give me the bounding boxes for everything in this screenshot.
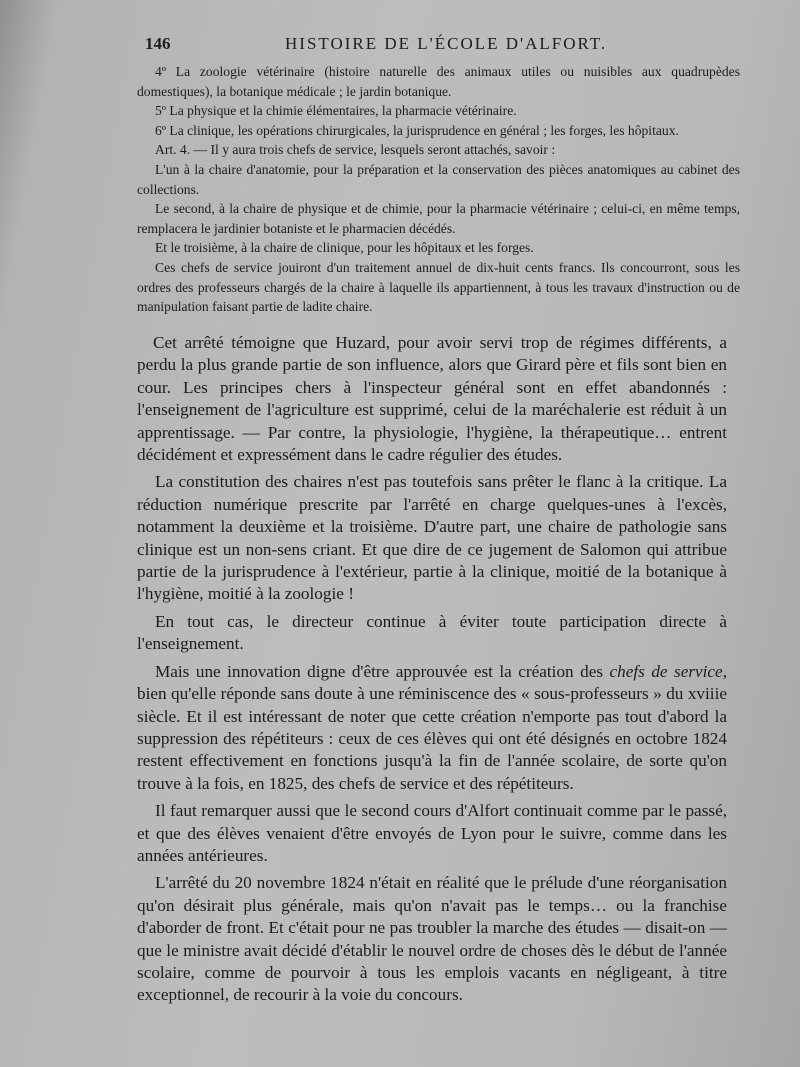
page-number: 146 (145, 34, 171, 53)
decree-paragraph: 4º La zoologie vétérinaire (histoire naturelle des animaux utiles ou nuisibles aux quadrupèdes domestiques), la botanique médicale ; le jardin botanique. (137, 64, 740, 99)
text-run: , bien qu'elle réponde sans doute à une réminiscence des « sous-professeurs » du xviiie siècle. Et il est intéressant de noter que cette création n'emporte pas tout d'abord la suppression des répétiteurs : ceux de ces élèves qui ont été désignés en octobre 1824 restent effectivement en fonctions jusqu'à la fin de l'année scolaire, de sorte qu'on trouve à la fois, en 1825, des chefs de service et des répétiteurs. (137, 661, 727, 793)
body-paragraph: Il faut remarquer aussi que le second cours d'Alfort continuait comme par le passé, et que des élèves venaient d'être envoyés de Lyon pour le suivre, comme dans les années antérieures. (137, 801, 727, 865)
italic-term: chefs de service (609, 661, 723, 681)
decree-paragraph: Ces chefs de service jouiront d'un traitement annuel de dix-huit cents francs. Ils concourront, sous les ordres des professeurs chargés de la chaire à laquelle ils appartiennent, à tous les travaux d'instruction ou de manipulation faisant partie de ladite chaire. (137, 259, 740, 315)
decree-paragraph: 6º La clinique, les opérations chirurgicales, la jurisprudence en général ; les forges, les hôpitaux. (155, 122, 679, 138)
decree-paragraph: Et le troisième, à la chaire de clinique, pour les hôpitaux et les forges. (155, 240, 534, 256)
decree-paragraph: 5º La physique et la chimie élémentaires, la pharmacie vétérinaire. (155, 103, 517, 119)
running-title: HISTOIRE DE L'ÉCOLE D'ALFORT. (285, 34, 608, 53)
text-run: Mais une innovation digne d'être approuvée est la création des (155, 661, 610, 681)
body-text (137, 332, 727, 1012)
decree-excerpt (137, 62, 740, 317)
page-header (145, 34, 735, 56)
body-paragraph: En tout cas, le directeur continue à éviter toute participation directe à l'enseignement. (137, 611, 727, 654)
decree-paragraph: Art. 4. — Il y aura trois chefs de service, lesquels seront attachés, savoir : (155, 142, 556, 158)
body-paragraph: La constitution des chaires n'est pas toutefois sans prêter le flanc à la critique. La réduction numérique prescrite par l'arrêté en charge quelques-unes à l'excès, notamment la deuxième et la troisième. D'autre part, une chaire de pathologie sans clinique est un non-sens criant. Et que dire de ce jugement de Salomon qui attribue partie de la jurisprudence à l'extérieur, partie à la clinique, moitié de la botanique à l'hygiène, moitié à la zoologie ! (137, 472, 727, 604)
body-paragraph: Cet arrêté témoigne que Huzard, pour avoir servi trop de régimes différents, a perdu la plus grande partie de son influence, alors que Girard père et fils sont bien en cour. Les principes chers à l'inspecteur général sont en effet abandonnés : l'enseignement de l'agriculture est supprimé, celui de la maréchalerie est réduit à un apprentissage. — Par contre, la physiologie, l'hygiène, la thérapeutique… entrent décidément et expressément dans le cadre régulier des études. (137, 333, 727, 465)
decree-paragraph: L'un à la chaire d'anatomie, pour la préparation et la conservation des pièces anatomiques au cabinet des collections. (137, 161, 740, 197)
body-paragraph (137, 661, 727, 795)
body-paragraph: L'arrêté du 20 novembre 1824 n'était en réalité que le prélude d'une réorganisation qu'on désirait plus générale, mais qu'on n'avait pas le temps… ou la franchise d'aborder de front. Et c'était pour ne pas troubler la marche des études — disait-on — que le ministre avait décidé d'établir le nouvel ordre de choses dès le début de l'année scolaire, comme de pourvoir à tous les emplois vacants en négligeant, à titre exceptionnel, de recourir à la voie du concours. (137, 873, 727, 1005)
decree-paragraph: Le second, à la chaire de physique et de chimie, pour la pharmacie vétérinaire ; celui-ci, en même temps, remplacera le jardinier botaniste et le pharmacien décédés. (137, 201, 740, 236)
